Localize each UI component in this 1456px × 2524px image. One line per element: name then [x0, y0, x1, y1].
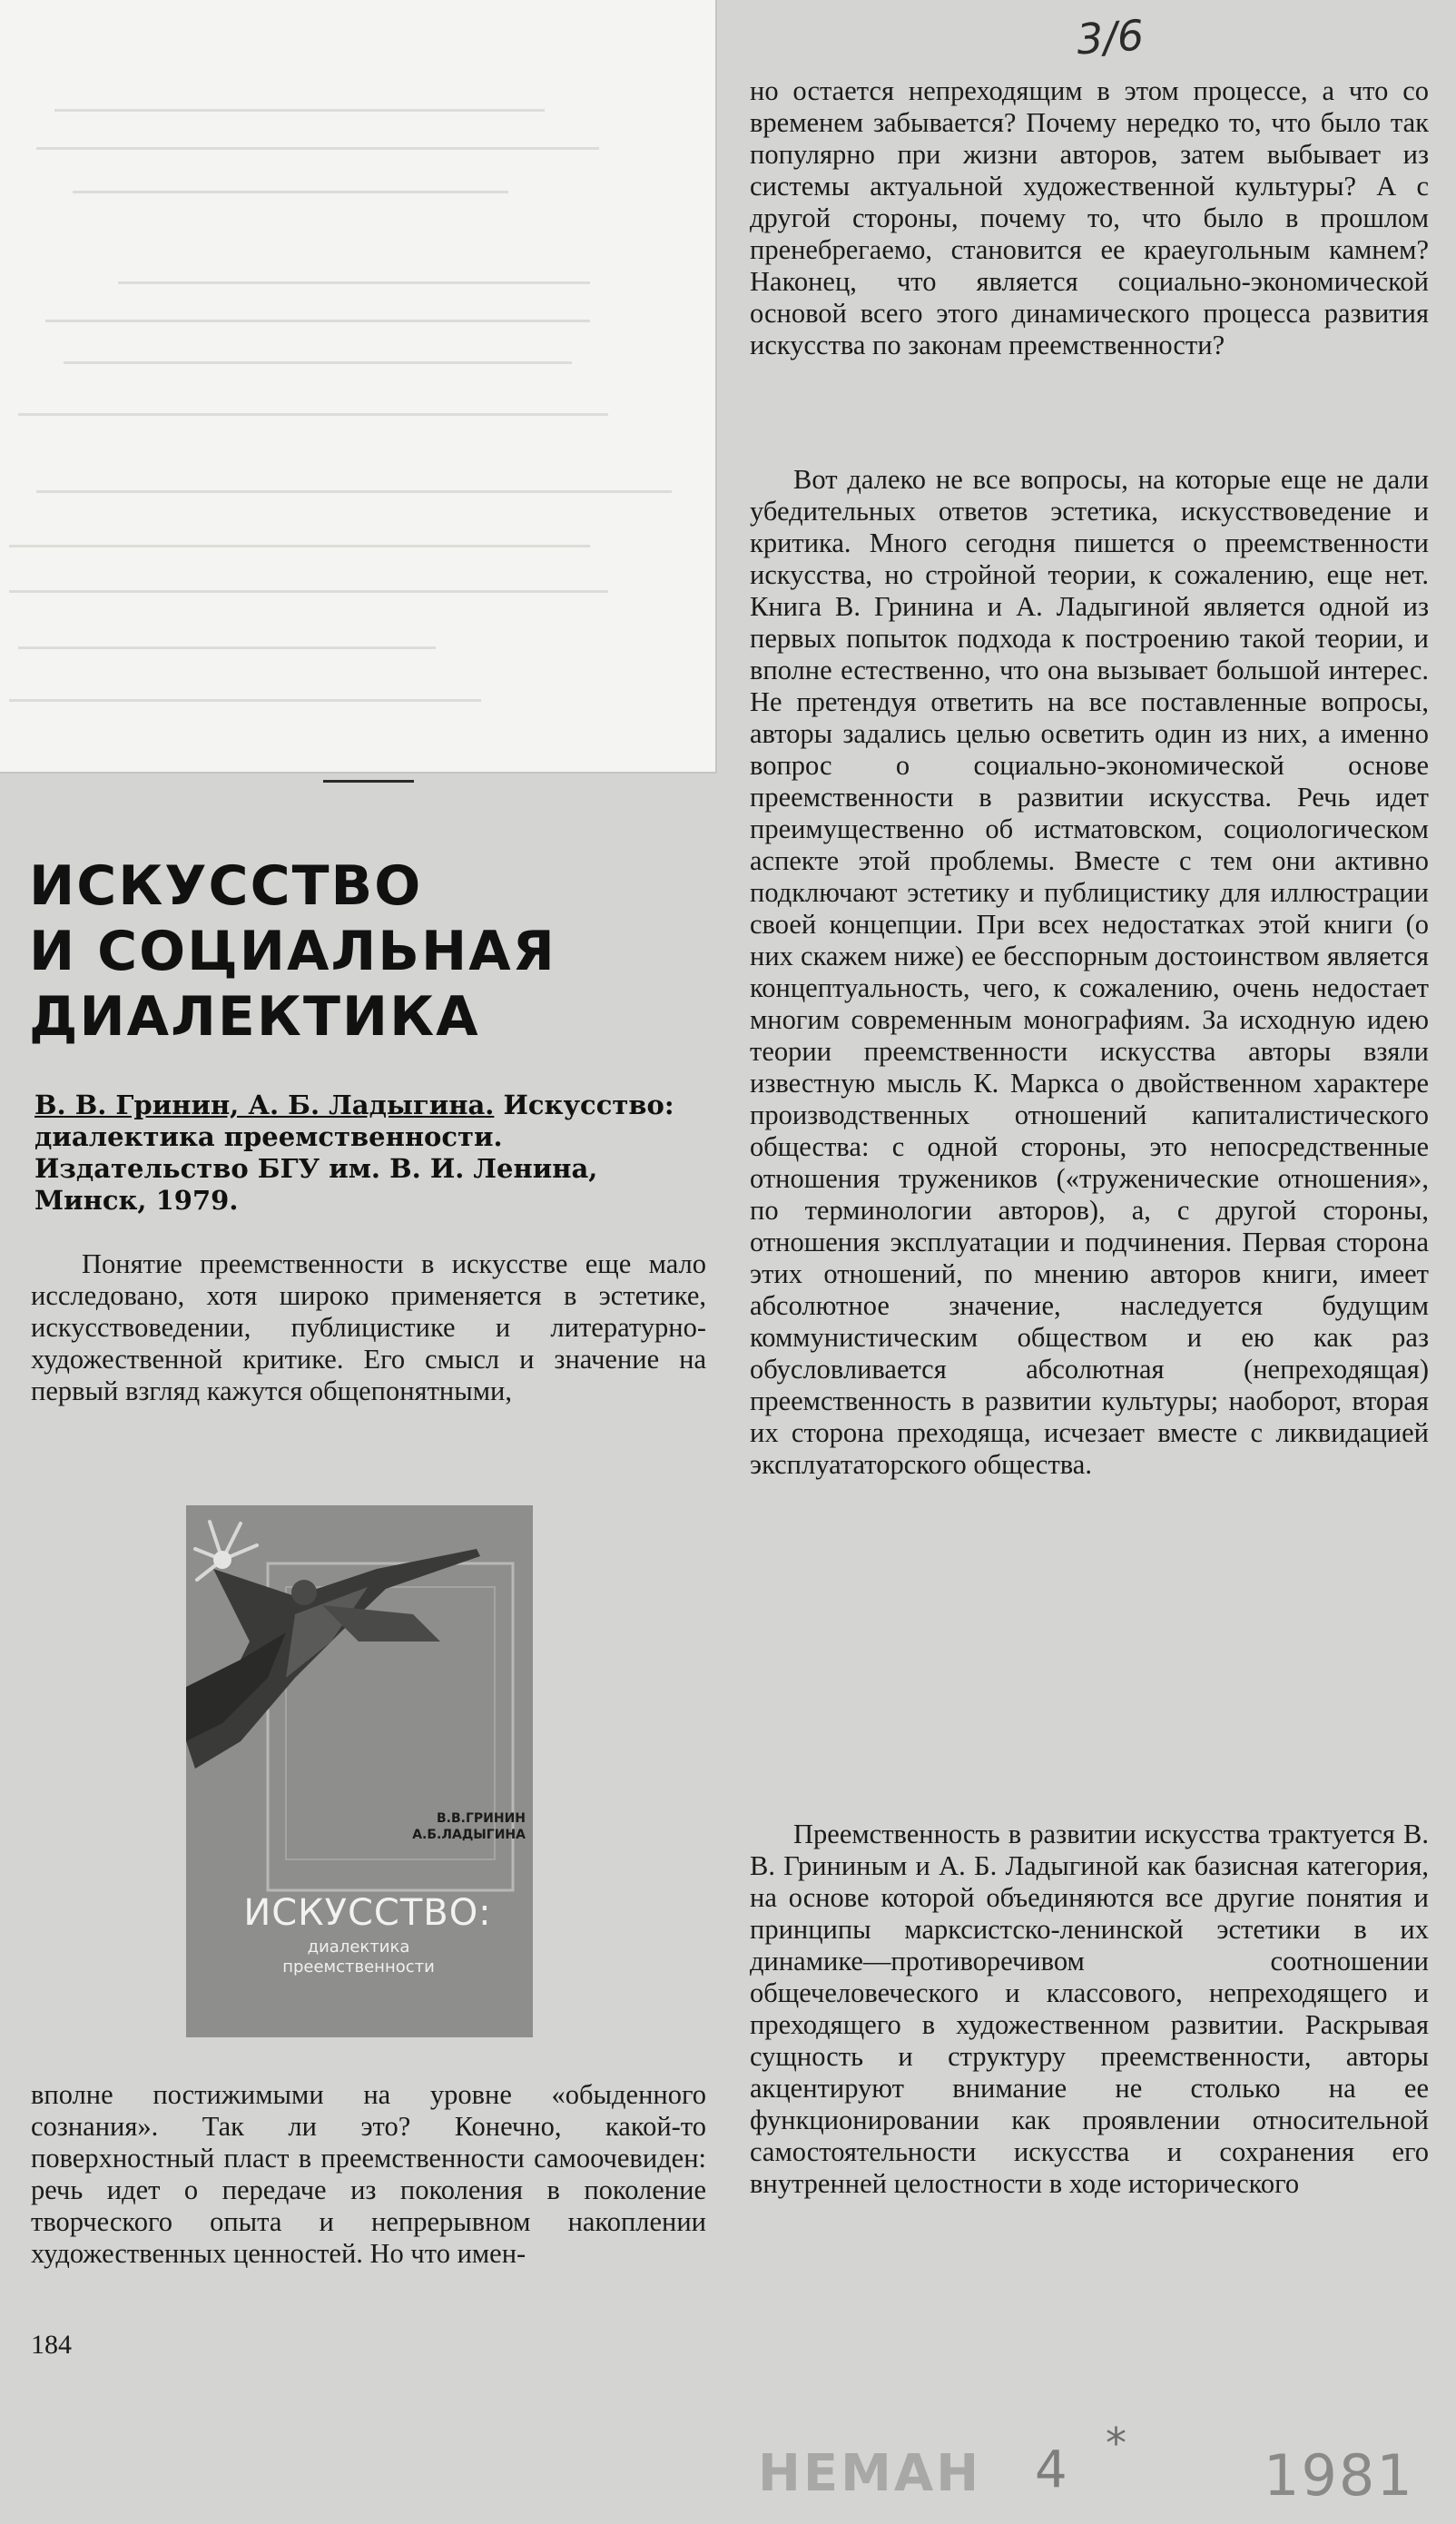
headline-text: ИСКУССТВО И СОЦИАЛЬНАЯ ДИАЛЕКТИКА — [29, 854, 556, 1049]
archive-stamp-magazine: НЕМАН — [758, 2444, 982, 2503]
cover-author-2: А.Б.ЛАДЫГИНА — [412, 1828, 526, 1842]
left-column-paragraph-bottom: вполне постижимыми на уровне «обыденного сознания». Так ли это? Конечно, какой-то поверхностный пласт в преемственности самоочевиден: речь идет о передаче из поколения в поколение творческого опыта и непрерывном накоплении художественных ценностей. Но что имен- — [31, 2079, 706, 2269]
right-column-paragraph-2: Вот далеко не все вопросы, на которые еще не дали убедительных ответов эстетика, искусствоведение и критика. Много сегодня пишется о преемственности искусства, но стройной теории, к сожалению, еще нет. Книга В. Гринина и А. Ладыгиной является одной из первых попыток подхода к построению такой теории, и вполне естественно, что она вызывает большой интерес. Не претендуя ответить на все поставленные вопросы, авторы задались целью осветить один из них, а именно вопрос о социально-экономической основе преемственности в развитии искусства. Речь идет преимущественно об истматовском, социологическом аспекте этой проблемы. Вместе с тем они активно подключают эстетику и публицистику для иллюстрации своей концепции. При всех недостатках этой книги (о них скажем ниже) ее бесспорным достоинством является концептуальность, чего, к сожалению, очень недостает многим современным монографиям. За исходную идею теории преемственности искусства авторы взяли известную мысль К. Маркса о двойственном характере производственных отношений капиталистического общества: с одной стороны, это непосредственные отношения тружеников («труженические отношения», по терминологии авторов), а, с другой стороны, отношения эксплуатации и подчинения. Первая сторона этих отношений, по мнению авторов книги, имеет абсолютное значение, наследуется будущим коммунистическим обществом и ею как раз обусловливается абсолютная (непреходящая) преемственность в развитии культуры; наоборот, вторая их сторона преходяща, исчезает вместе с ликвидацией эксплуататорского общества. — [750, 464, 1429, 1480]
bleed-through-line — [45, 320, 590, 322]
bibliography-authors: В. В. Гринин, А. Б. Ладыгина. — [34, 1089, 495, 1120]
bleed-through-line — [36, 490, 672, 493]
article-headline — [29, 853, 664, 1050]
cover-title: ИСКУССТВО: — [243, 1892, 492, 1934]
left-column-paragraph-top: Понятие преемственности в искусстве еще мало исследовано, хотя широко применяется в эстетике, искусствоведении, публицистике и литературно-художественной критике. Его смысл и значение на первый взгляд кажутся общепонятными, — [31, 1248, 706, 1406]
book-bibliography — [34, 1089, 704, 1217]
bleed-through-line — [64, 361, 572, 364]
pasted-paper-slip — [0, 0, 717, 774]
bleed-through-line — [9, 590, 608, 593]
bleed-through-line — [36, 147, 599, 150]
handwritten-page-note: 3/6 — [1075, 10, 1146, 64]
bleed-through-line — [54, 109, 545, 112]
bleed-through-line — [9, 699, 481, 702]
cover-author-1: В.В.ГРИНИН — [436, 1811, 526, 1826]
section-divider — [323, 780, 414, 783]
right-column-paragraph-3: Преемственность в развитии искусства трактуется В. В. Грининым и А. Б. Ладыгиной как базисная категория, на основе которой объединяются все другие понятия и принципы марксистско-ленинской эстетики в их динамике—противоречивом соотношении общечеловеческого и классового, непреходящего и преходящего в художественном развитии. Раскрывая сущность и структуру преемственности, авторы акцентируют внимание не столько на ее функционировании как проявлении относительной самостоятельности искусства и сохранения его внутренней целостности в ходе исторического — [750, 1819, 1429, 2199]
handwritten-year: 1981 — [1264, 2442, 1414, 2509]
bleed-through-line — [9, 545, 590, 547]
bleed-through-line — [18, 646, 436, 649]
bibliography-details: Искусство: диалектика преемственности. Издательство БГУ им. В. И. Ленина, Минск, 1979. — [34, 1089, 674, 1216]
handwritten-star: * — [1106, 2419, 1126, 2468]
right-column-paragraph-1: но остается непреходящим в этом процессе, а что со временем забывается? Почему нередко то, что было так популярно при жизни авторов, затем выбывает из системы актуальной художественной культуры? А с другой стороны, почему то, что было в прошлом пренебрегаемо, становится ее краеугольным камнем? Наконец, что является социально-экономической основой всего этого динамического процесса развития искусства по законам преемственности? — [750, 75, 1429, 360]
bleed-through-line — [118, 281, 590, 284]
cover-subtitle: диалектика преемственности — [282, 1937, 435, 1977]
bleed-through-line — [18, 413, 608, 416]
cover-authors — [368, 1810, 526, 1843]
handwritten-issue-number: 4 — [1035, 2440, 1067, 2499]
bleed-through-line — [73, 191, 508, 193]
page-number: 184 — [31, 2330, 72, 2360]
book-cover-image — [186, 1505, 533, 2037]
